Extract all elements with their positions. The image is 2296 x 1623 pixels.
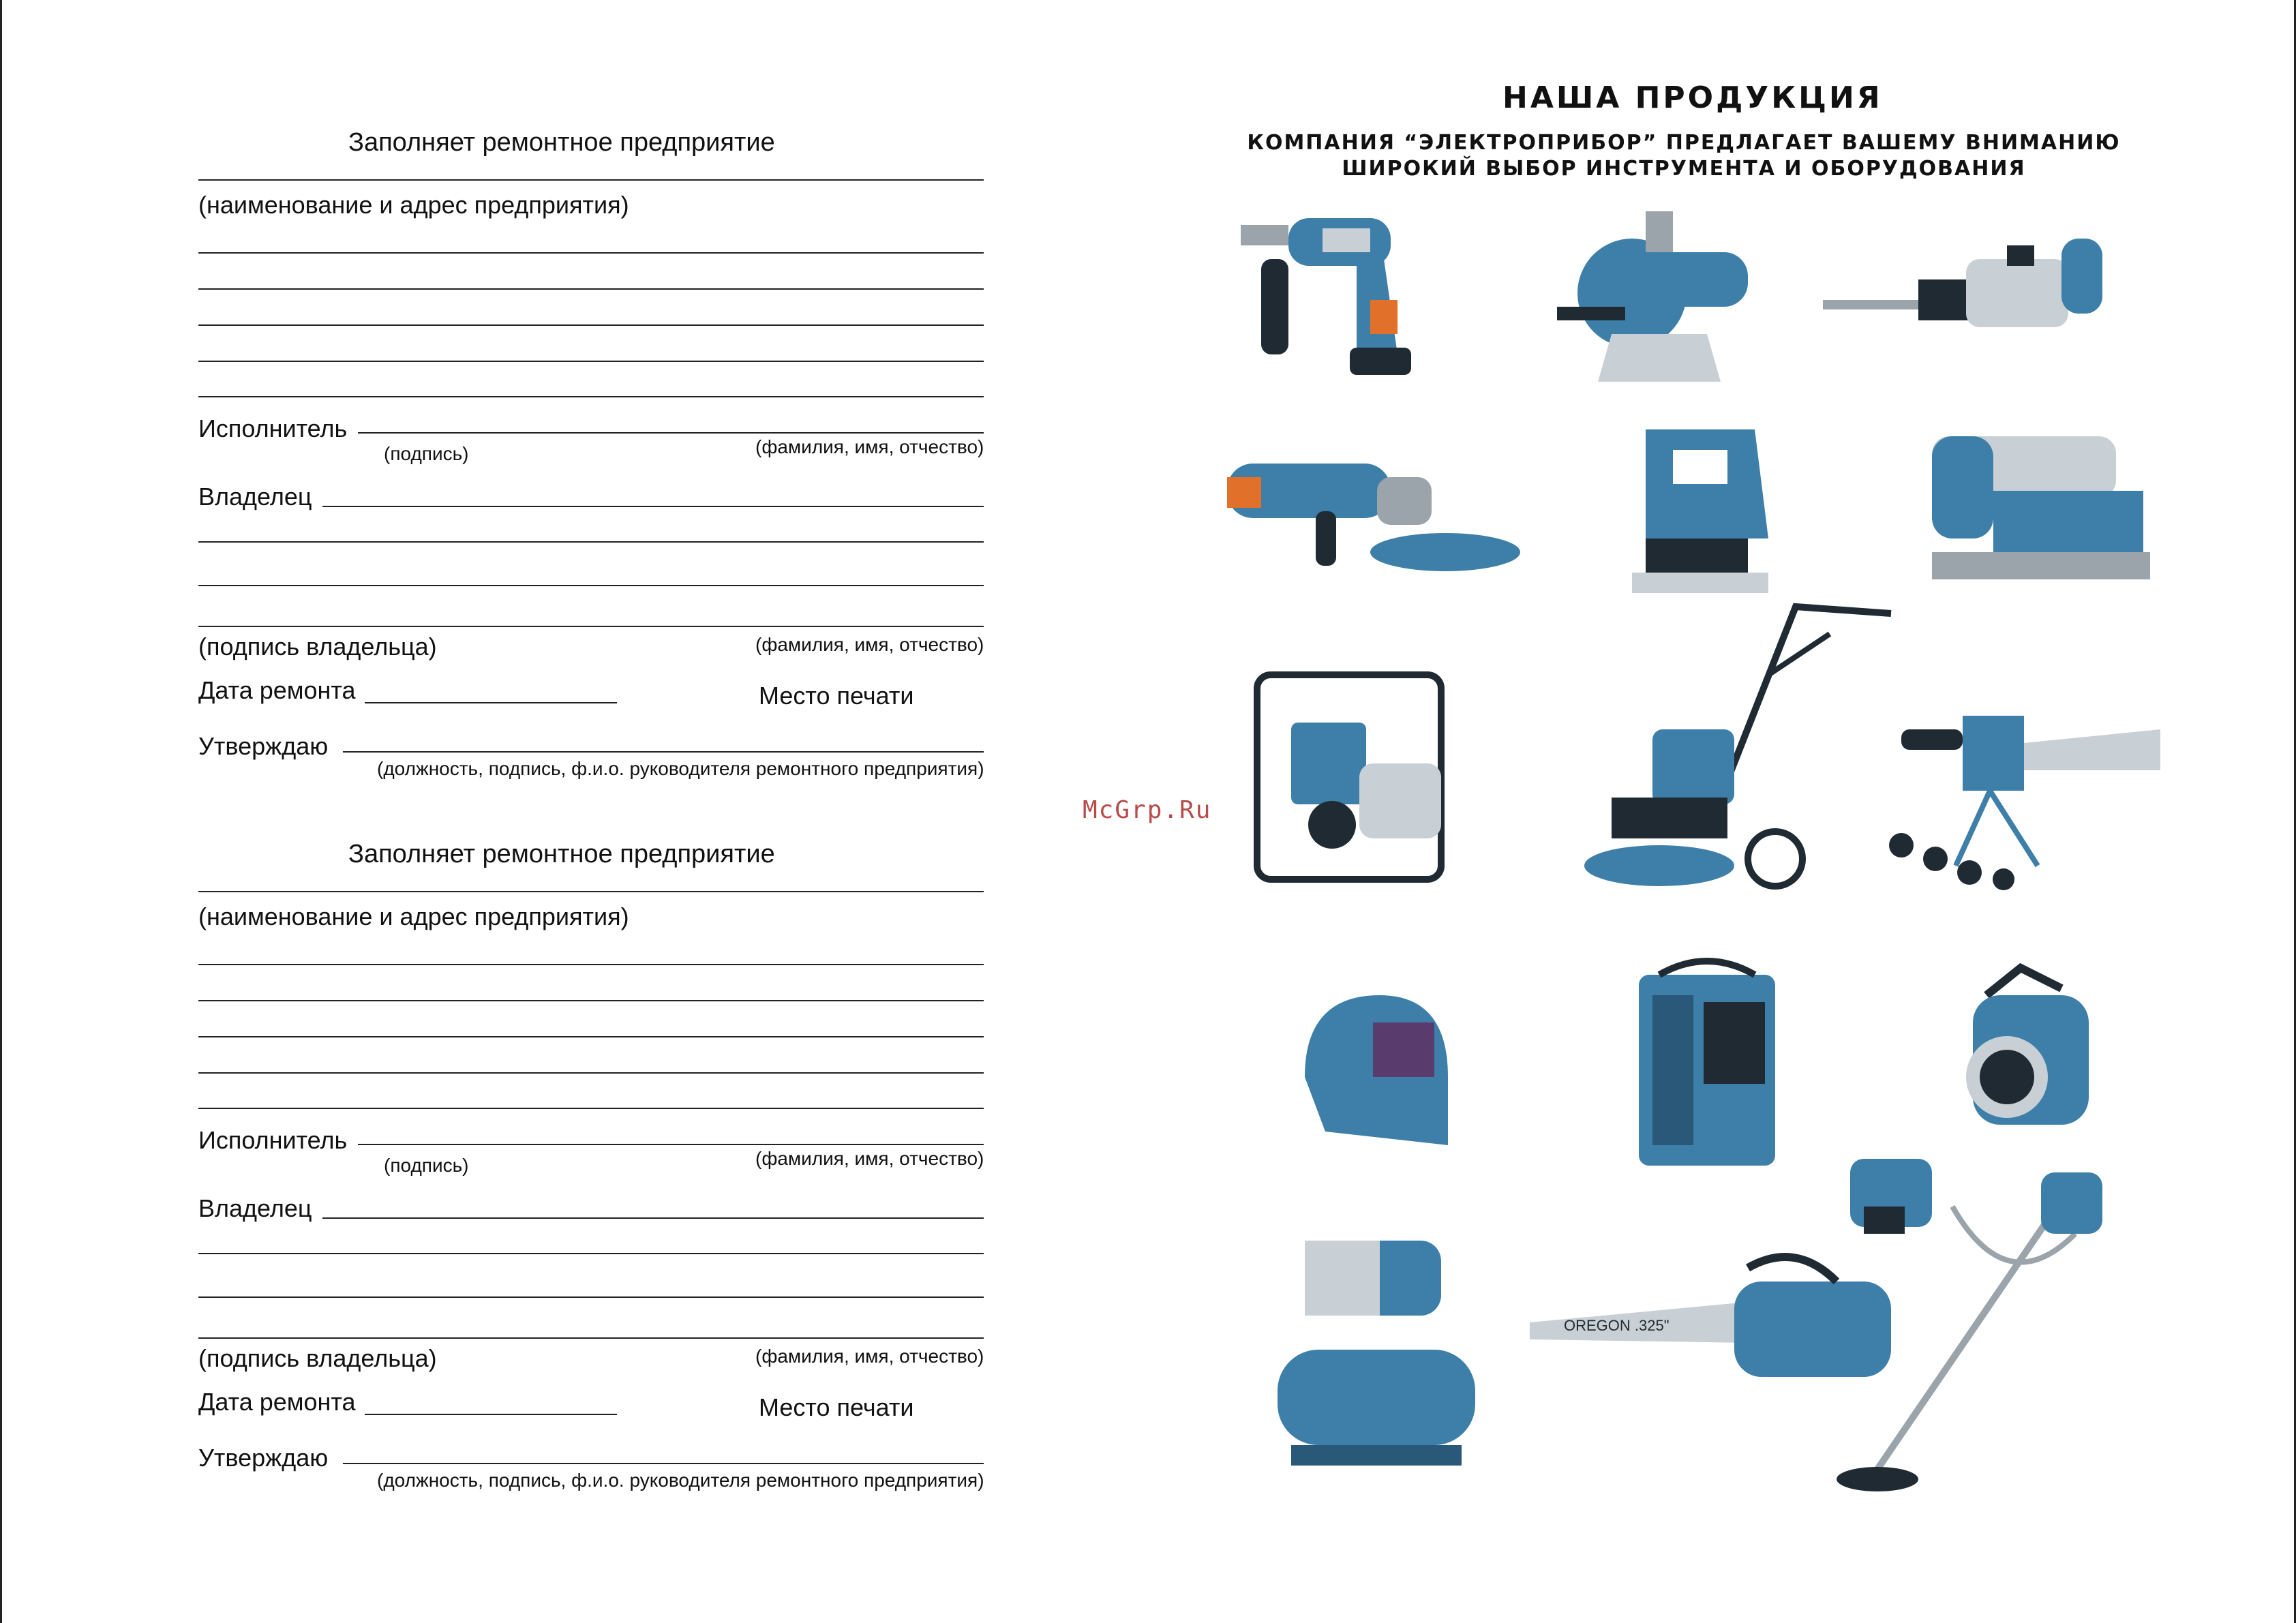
enterprise-line[interactable] — [198, 1072, 984, 1074]
enterprise-line[interactable] — [198, 964, 984, 965]
products-title: НАША ПРОДУКЦИЯ — [1502, 80, 1883, 115]
executor-line[interactable] — [358, 1144, 984, 1145]
welding-helmet-image — [1284, 982, 1462, 1159]
owner-signature-caption: (подпись владельца) — [198, 1344, 437, 1372]
form-heading: Заполняет ремонтное предприятие — [348, 128, 775, 157]
executor-label: Исполнитель — [198, 414, 348, 442]
enterprise-line[interactable] — [198, 1036, 984, 1037]
products-subtitle-line1: КОМПАНИЯ “ЭЛЕКТРОПРИБОР” ПРЕДЛАГАЕТ ВАШЕМУ ВНИМАНИЮ — [1247, 131, 2121, 155]
products-page — [1083, 0, 2296, 1623]
repair-date-label: Дата ремонта — [198, 1388, 356, 1416]
owner-line[interactable] — [198, 585, 984, 586]
owner-line[interactable] — [198, 1253, 984, 1254]
repair-date-line[interactable] — [365, 1414, 617, 1415]
repair-date-line[interactable] — [365, 702, 617, 703]
owner-signature-caption: (подпись владельца) — [198, 633, 437, 661]
enterprise-line[interactable] — [198, 288, 984, 290]
fio-caption: (фамилия, имя, отчество) — [755, 1148, 984, 1169]
owner-line[interactable] — [322, 1217, 984, 1219]
executor-line[interactable] — [358, 432, 984, 434]
form-line[interactable] — [198, 179, 984, 181]
chainsaw-bar-text: OREGON .325" — [1564, 1317, 1670, 1334]
heat-gun-heater-image — [1946, 954, 2116, 1159]
fio-caption: (фамилия, имя, отчество) — [755, 436, 984, 457]
watermark: McGrp.Ru — [1083, 796, 1212, 824]
repair-date-label: Дата ремонта — [198, 676, 356, 704]
cultivator-image — [1571, 593, 1925, 947]
approve-caption: (должность, подпись, ф.и.о. руководителя ремонтного предприятия) — [377, 758, 984, 779]
enterprise-line[interactable] — [198, 361, 984, 362]
jigsaw-image — [1618, 416, 1796, 607]
approve-label: Утверждаю — [198, 732, 329, 760]
approve-label: Утверждаю — [198, 1444, 329, 1472]
owner-line[interactable] — [198, 1337, 984, 1339]
owner-label: Владелец — [198, 483, 312, 511]
enterprise-line[interactable] — [198, 1108, 984, 1109]
electric-planer-image — [1905, 423, 2164, 607]
owner-line[interactable] — [198, 626, 984, 627]
enterprise-line[interactable] — [198, 252, 984, 254]
pumping-station-image — [1264, 1227, 1496, 1486]
brush-cutter-shaft — [1830, 1159, 2116, 1513]
fio-caption: (фамилия, имя, отчество) — [755, 1346, 984, 1367]
form-heading: Заполняет ремонтное предприятие — [348, 840, 775, 868]
signature-caption: (подпись) — [384, 1155, 469, 1176]
owner-line[interactable] — [198, 541, 984, 543]
form-line[interactable] — [198, 891, 984, 892]
approve-caption: (должность, подпись, ф.и.о. руководителя ремонтного предприятия) — [377, 1470, 984, 1491]
approve-line[interactable] — [343, 1463, 984, 1464]
approve-line[interactable] — [343, 751, 984, 753]
chain-sharpener-image — [1530, 198, 1789, 395]
demolition-hammer-image — [1816, 218, 2116, 341]
enterprise-caption: (наименование и адрес предприятия) — [198, 902, 629, 930]
enterprise-caption: (наименование и адрес предприятия) — [198, 191, 629, 219]
owner-label: Владелец — [198, 1194, 312, 1222]
enterprise-line[interactable] — [198, 396, 984, 397]
enterprise-line[interactable] — [198, 324, 984, 326]
executor-label: Исполнитель — [198, 1126, 348, 1154]
water-pump-image — [1243, 661, 1462, 907]
stamp-label: Место печати — [759, 1393, 914, 1421]
products-subtitle-line2: ШИРОКИЙ ВЫБОР ИНСТРУМЕНТА И ОБОРУДОВАНИЯ — [1342, 157, 2026, 181]
signature-caption: (подпись) — [384, 443, 469, 464]
pipe-welder-image — [1874, 702, 2174, 900]
enterprise-line[interactable] — [198, 1000, 984, 1001]
welding-inverter-image — [1612, 954, 1802, 1186]
fio-caption: (фамилия, имя, отчество) — [755, 634, 984, 655]
drill-image — [1220, 204, 1466, 402]
angle-grinder-image — [1220, 436, 1527, 593]
owner-line[interactable] — [322, 506, 984, 507]
stamp-label: Место печати — [759, 682, 914, 710]
owner-line[interactable] — [198, 1296, 984, 1298]
